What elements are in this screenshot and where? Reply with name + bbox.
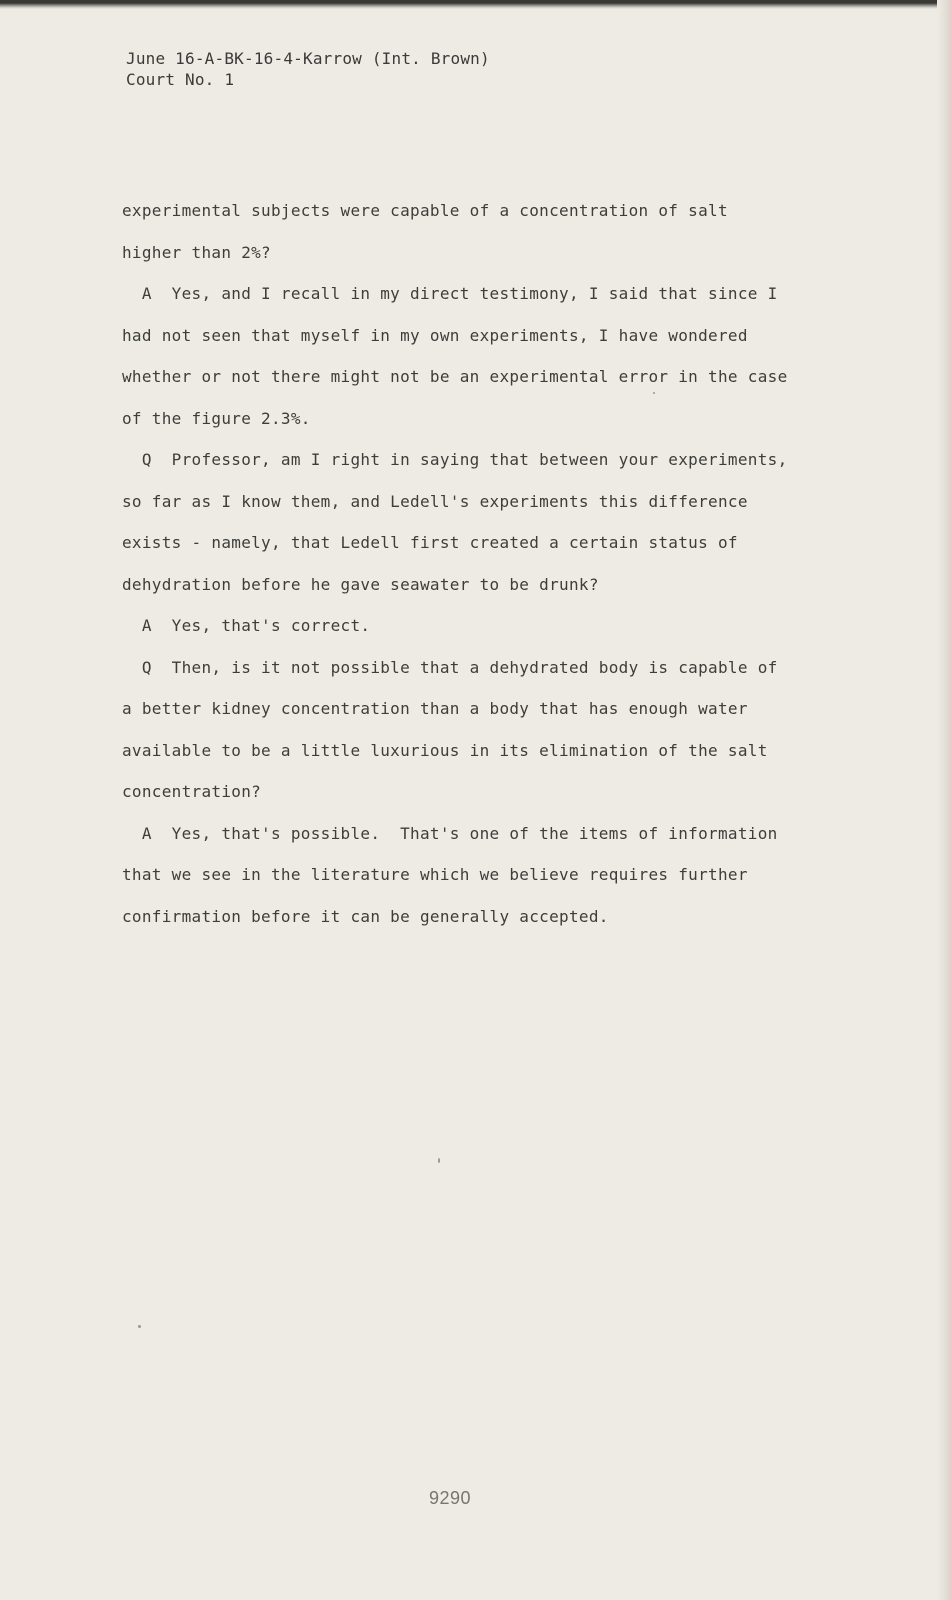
paper-speck: [138, 1325, 141, 1328]
transcript-line: so far as I know them, and Ledell's experiments this difference: [122, 491, 748, 511]
transcript-line: whether or not there might not be an experimental error in the case: [122, 367, 788, 386]
transcript-line: Q Professor, am I right in saying that between your experiments,: [122, 450, 788, 469]
document-header: [126, 48, 490, 90]
transcript-line: A Yes, that's possible. That's one of the items of information: [122, 823, 778, 843]
transcript-line: dehydration before he gave seawater to be drunk?: [122, 574, 599, 594]
top-edge-shadow: [0, 0, 951, 9]
header-line-reference: June 16-A-BK-16-4-Karrow (Int. Brown): [126, 49, 490, 68]
header-line-court: Court No. 1: [126, 70, 235, 89]
transcript-line: concentration?: [122, 782, 262, 801]
transcript-line: exists - namely, that Ledell first created a certain status of: [122, 533, 738, 552]
paper-speck: [438, 1158, 440, 1163]
transcript-line: a better kidney concentration than a body that has enough water: [122, 699, 748, 718]
transcript-line: had not seen that myself in my own experiments, I have wondered: [122, 325, 748, 345]
paper-speck: [653, 392, 655, 394]
transcript-line: available to be a little luxurious in its elimination of the salt: [122, 740, 768, 760]
transcript-line: A Yes, that's correct.: [122, 616, 371, 635]
page-number: 9290: [428, 1488, 472, 1508]
transcript-line: A Yes, and I recall in my direct testimony, I said that since I: [122, 284, 778, 303]
transcript-body: [122, 190, 822, 937]
transcript-line: that we see in the literature which we believe requires further: [122, 865, 748, 884]
transcript-line: higher than 2%?: [122, 242, 271, 262]
right-edge-shadow: [937, 0, 951, 1600]
transcript-line: of the figure 2.3%.: [122, 408, 311, 428]
transcript-line: Q Then, is it not possible that a dehydrated body is capable of: [122, 657, 778, 677]
transcript-line: experimental subjects were capable of a concentration of salt: [122, 201, 728, 220]
transcript-line: confirmation before it can be generally accepted.: [122, 906, 609, 926]
